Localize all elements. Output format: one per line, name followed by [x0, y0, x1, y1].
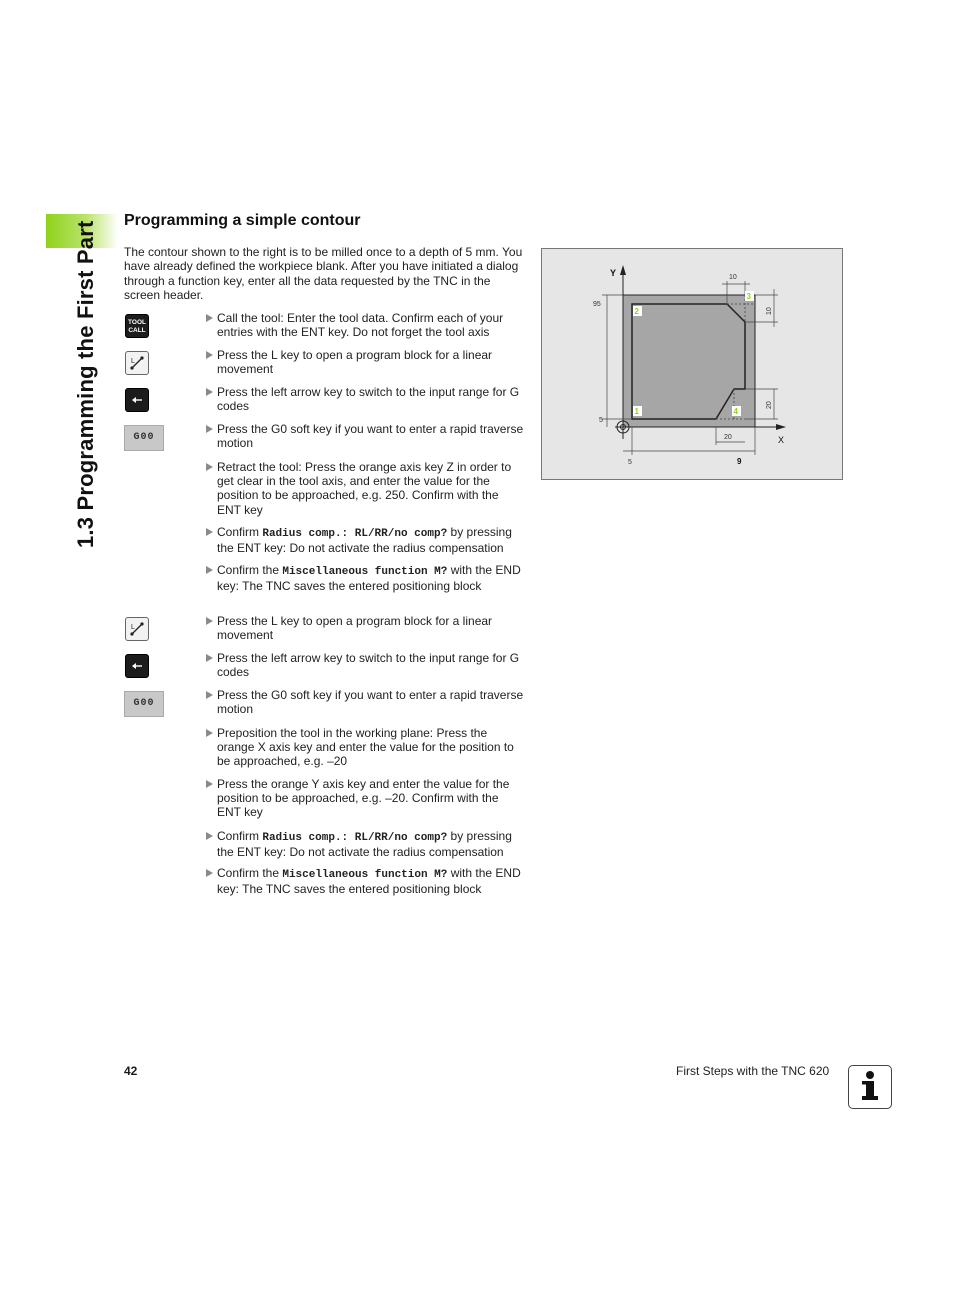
step-item: Press the L key to open a program block for a linear movement: [205, 348, 525, 376]
x-axis-arrow: [776, 424, 786, 430]
step-item: Press the left arrow key to switch to the input range for G codes: [205, 385, 525, 413]
point-label-2: 2: [634, 307, 639, 316]
bullet-triangle-icon: [206, 463, 213, 471]
y-axis-arrow: [620, 265, 626, 275]
bullet-triangle-icon: [206, 617, 213, 625]
svg-text:L: L: [131, 624, 135, 631]
contour-figure: [541, 248, 843, 480]
dim-20-bottom-label: 20: [724, 434, 732, 441]
linear-l-key-icon: [125, 351, 149, 375]
step-item: Call the tool: Enter the tool data. Confirm each of your entries with the ENT key. Do not forget the tool axis: [205, 311, 525, 339]
step-item: Confirm Radius comp.: RL/RR/no comp? by pressing the ENT key: Do not activate the radius compensation: [205, 829, 525, 859]
step-item: Press the left arrow key to switch to the input range for G codes: [205, 651, 525, 679]
section-heading: Programming a simple contour: [124, 212, 361, 229]
svg-text:L: L: [131, 358, 135, 365]
bullet-triangle-icon: [206, 691, 213, 699]
point-label-4: 4: [733, 407, 738, 416]
bullet-triangle-icon: [206, 654, 213, 662]
tool-call-key-icon: [125, 314, 149, 338]
point-label-1: 1: [634, 407, 639, 416]
tool-call-key-label-2: CALL: [128, 327, 146, 334]
step-item: Confirm Radius comp.: RL/RR/no comp? by pressing the ENT key: Do not activate the radius compensation: [205, 525, 525, 555]
step-item: Press the G0 soft key if you want to enter a rapid traverse motion: [205, 688, 525, 716]
bullet-triangle-icon: [206, 388, 213, 396]
bullet-triangle-icon: [206, 566, 213, 574]
bullet-triangle-icon: [206, 780, 213, 788]
bullet-triangle-icon: [206, 528, 213, 536]
g00-softkey-icon: G00: [124, 425, 164, 451]
dim-5-bottom-label: 5: [628, 459, 632, 466]
linear-l-key-icon-2: [125, 617, 149, 641]
step-item: Retract the tool: Press the orange axis key Z in order to get clear in the tool axis, and enter the value for the position to be approached, e.g. 250. Confirm with the ENT key: [205, 460, 525, 517]
intro-paragraph: The contour shown to the right is to be milled once to a depth of 5 mm. You have already defined the workpiece blank. After you have initiated a dialog through a function key, enter all the data requested by the TNC in the screen header.: [124, 245, 523, 303]
dim-10-right-label: 10: [766, 307, 773, 315]
bullet-triangle-icon: [206, 314, 213, 322]
step-item: Press the G0 soft key if you want to enter a rapid traverse motion: [205, 422, 525, 450]
bullet-triangle-icon: [206, 729, 213, 737]
g00-softkey-icon-2: G00: [124, 691, 164, 717]
info-icon: [848, 1065, 892, 1109]
dim-9-label: 9: [737, 457, 742, 466]
contour-drawing: [542, 249, 844, 481]
point-label-3: 3: [746, 292, 751, 301]
left-arrow-key-icon: [125, 388, 149, 412]
step-item: Confirm the Miscellaneous function M? with the END key: The TNC saves the entered positioning block: [205, 866, 525, 896]
bullet-triangle-icon: [206, 832, 213, 840]
step-item: Preposition the tool in the working plane: Press the orange X axis key and enter the value for the position to be approached, e.g. –20: [205, 726, 525, 769]
left-arrow-key-icon-2: [125, 654, 149, 678]
step-item: Press the orange Y axis key and enter the value for the position to be approached, e.g. –20. Confirm with the ENT key: [205, 777, 525, 820]
footer-title: First Steps with the TNC 620: [676, 1064, 830, 1078]
bullet-triangle-icon: [206, 869, 213, 877]
dim-95-label: 95: [593, 301, 601, 308]
axis-label-x: X: [778, 435, 785, 445]
bullet-triangle-icon: [206, 351, 213, 359]
axis-label-y: Y: [610, 268, 617, 278]
step-item: Confirm the Miscellaneous function M? with the END key: The TNC saves the entered positioning block: [205, 563, 525, 593]
dim-20-right-label: 20: [766, 401, 773, 409]
chapter-side-title: 1.3 Programming the First Part: [73, 220, 98, 548]
tool-call-key-label-1: TOOL: [128, 319, 146, 326]
page-number: 42: [124, 1064, 138, 1078]
step-item: Press the L key to open a program block for a linear movement: [205, 614, 525, 642]
bullet-triangle-icon: [206, 425, 213, 433]
dim-10-top-label: 10: [729, 274, 737, 281]
dim-5-left-label: 5: [599, 417, 603, 424]
